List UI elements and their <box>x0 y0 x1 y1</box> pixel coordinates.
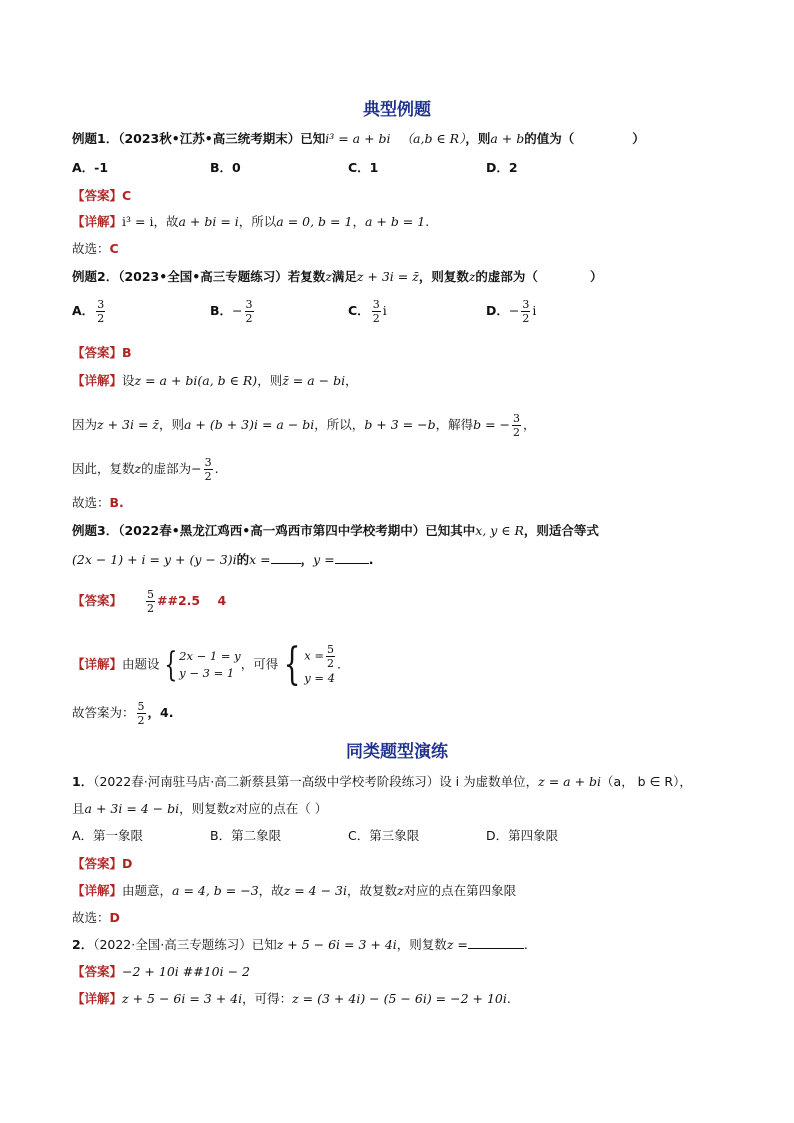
numerator: 5 <box>137 700 145 713</box>
practice-1-answer <box>72 855 132 873</box>
denominator: 2 <box>372 312 380 325</box>
detail-text: . <box>336 656 341 672</box>
example-2-option-a <box>72 298 107 325</box>
detail-text: . <box>214 461 219 476</box>
example-2-detail-line-3 <box>72 456 219 483</box>
practice-2-detail <box>72 990 511 1008</box>
numerator: 3 <box>204 456 212 469</box>
section-title-practice: 同类题型演练 <box>346 742 448 762</box>
fraction <box>512 412 521 439</box>
numerator: 3 <box>513 412 521 425</box>
brace: { <box>163 645 177 685</box>
example-3-question-line-1 <box>72 522 599 540</box>
choose-label: 故选： <box>72 910 110 925</box>
detail-math: a + bi = i <box>178 214 239 229</box>
practice-1-choose-value: D <box>109 910 120 925</box>
practice-1-text: 且 <box>72 801 85 816</box>
section-title-examples: 典型例题 <box>363 100 431 120</box>
system-row <box>304 643 337 670</box>
detail-math: b + 3 = −b <box>364 417 436 432</box>
example-2-var: z <box>325 269 332 284</box>
detail-text: ，故 <box>258 883 284 898</box>
detail-text: ，所以， <box>314 417 365 432</box>
example-3-text: 的 <box>236 552 250 567</box>
detail-text: 因为 <box>72 417 98 432</box>
example-2-source: （2023•全国•高三专题练习）若复数 <box>118 269 326 284</box>
example-2-equation: z + 3i = z̄ <box>356 269 419 284</box>
detail-text: ，解得 <box>435 417 474 432</box>
example-3-text: ， <box>300 552 314 567</box>
practice-1-condition: （a， b ∈ R）， <box>601 774 692 789</box>
example-2-text: ，则复数 <box>418 269 469 284</box>
detail-math: z + 3i = z̄ <box>97 417 159 432</box>
example-3-answer-value: ##2.5 4 <box>157 593 227 608</box>
y-label: y = <box>313 552 335 567</box>
choose-label: 故选： <box>72 495 110 510</box>
fraction <box>137 700 146 727</box>
detail-math: z = 4 − 3i <box>283 883 348 898</box>
example-1-tail: 的值为（ <box>524 131 575 146</box>
detail-text: ，故复数 <box>347 883 398 898</box>
minus-sign: − <box>191 461 202 476</box>
denominator: 2 <box>137 714 145 727</box>
practice-2-question <box>72 936 528 954</box>
example-3-equation: (2x − 1) + i = y + (y − 3)i <box>72 552 237 567</box>
practice-1-option-b: B．第二象限 <box>210 828 282 843</box>
example-2-option-c <box>348 298 387 325</box>
fraction <box>245 298 254 325</box>
fraction <box>521 298 530 325</box>
practice-1-equation: a + 3i = 4 − bi <box>84 801 180 816</box>
answer-label: 【答案】 <box>72 188 123 203</box>
detail-math: z = (3 + 4i) − (5 − 6i) = −2 + 10i <box>292 991 507 1006</box>
practice-1-question-line-1 <box>72 773 692 791</box>
detail-text: 设 <box>122 373 135 388</box>
example-1-option-d: D．2 <box>486 160 518 175</box>
example-2-number: 例题2． <box>72 269 119 284</box>
example-2-paren: ） <box>589 269 603 284</box>
example-1-choose <box>72 240 119 258</box>
option-letter: A． <box>72 303 95 318</box>
example-2-text: 满足 <box>331 269 357 284</box>
example-3-text: ，则适合等式 <box>523 523 599 538</box>
example-2-choose-value: B. <box>109 495 124 510</box>
equation-system <box>278 639 337 690</box>
fraction <box>204 456 213 483</box>
practice-2-equation: z + 5 − 6i = 3 + 4i <box>276 937 397 952</box>
example-1-equation: i³ = a + bi <box>325 131 391 146</box>
detail-math: z <box>134 461 142 476</box>
example-2-answer-value: B <box>122 345 132 360</box>
example-1-paren: ） <box>632 131 645 146</box>
z-answer-blank[interactable] <box>468 936 524 949</box>
option-letter: C． <box>348 303 370 318</box>
detail-text: ， <box>523 417 536 432</box>
detail-label: 【详解】 <box>72 373 123 388</box>
system-row: 2x − 1 = y <box>179 649 241 663</box>
brace: { <box>283 639 301 690</box>
numerator: 3 <box>522 298 530 311</box>
answer-is-label: 故答案为： <box>72 705 135 720</box>
system-row: y = 4 <box>304 671 335 685</box>
denominator: 2 <box>326 657 334 670</box>
detail-text: ， <box>352 214 365 229</box>
detail-text: ，则 <box>257 373 283 388</box>
practice-1-text: 对应的点在（ ） <box>235 801 328 816</box>
example-3-text: . <box>368 552 374 567</box>
example-1-detail <box>72 213 429 231</box>
numerator: 3 <box>245 298 253 311</box>
option-letter: B． <box>210 303 233 318</box>
detail-text: ，则 <box>158 417 184 432</box>
fraction <box>326 643 335 670</box>
practice-2-text: . <box>523 937 528 952</box>
fraction <box>372 298 381 325</box>
practice-2-number: 2． <box>72 937 94 952</box>
example-1-question <box>72 130 645 148</box>
example-2-detail-line-1 <box>72 372 358 390</box>
detail-math: z <box>397 883 404 898</box>
detail-math: a + (b + 3)i = a − bi <box>184 417 315 432</box>
detail-text: 因此，复数 <box>72 461 135 476</box>
practice-1-answer-value: D <box>122 856 133 871</box>
example-1-answer <box>72 187 131 205</box>
practice-1-number: 1． <box>72 774 94 789</box>
practice-1-equation: z = a + bi <box>538 774 602 789</box>
example-1-text: ，则 <box>465 131 491 146</box>
detail-text: 对应的点在第四象限 <box>403 883 517 898</box>
denominator: 2 <box>245 312 253 325</box>
practice-2-answer <box>72 963 250 981</box>
detail-text: ，所以 <box>238 214 277 229</box>
practice-1-detail <box>72 882 516 900</box>
system-row: y − 3 = 1 <box>179 666 235 680</box>
detail-text: . <box>425 214 430 229</box>
practice-2-zeq: z = <box>446 937 468 952</box>
example-3-source: （2022春•黑龙江鸡西•高一鸡西市第四中学校考期中）已知其中 <box>118 523 476 538</box>
example-1-number: 例题1． <box>72 131 119 146</box>
detail-math: b = − <box>473 417 511 432</box>
numerator: 3 <box>372 298 380 311</box>
fraction <box>146 588 155 615</box>
example-3-condition: x, y ∈ R <box>475 523 524 538</box>
detail-math: z = a + bi(a, b ∈ R) <box>134 373 258 388</box>
example-1-option-b: B．0 <box>210 160 241 175</box>
example-2-option-d <box>486 298 536 325</box>
detail-math: z̄ = a − bi <box>282 373 346 388</box>
denominator: 2 <box>204 470 212 483</box>
detail-text: ，可得： <box>242 991 293 1006</box>
practice-1-question-line-2 <box>72 800 327 818</box>
answer-label: 【答案】 <box>72 345 123 360</box>
example-2-detail-line-2 <box>72 412 536 439</box>
practice-1-option-d: D．第四象限 <box>486 828 559 843</box>
practice-2-source: （2022·全国·高三专题练习）已知 <box>93 937 277 952</box>
example-2-option-b <box>210 298 256 325</box>
answer-label: 【答案】 <box>72 964 123 979</box>
practice-1-option-c: C．第三象限 <box>348 828 420 843</box>
denominator: 2 <box>147 602 155 615</box>
detail-label: 【详解】 <box>72 883 123 898</box>
detail-text: ，可得 <box>240 656 279 672</box>
detail-label: 【详解】 <box>72 656 123 672</box>
example-2-question <box>72 268 602 286</box>
detail-math: a = 4, b = −3 <box>172 883 259 898</box>
example-2-text: 的虚部为（ <box>475 269 538 284</box>
detail-text: 由题设 <box>122 656 160 672</box>
detail-text: 由题意， <box>122 883 173 898</box>
answer-label: 【答案】 <box>72 593 123 608</box>
example-1-expr: a + b <box>490 131 525 146</box>
numerator: 5 <box>326 643 334 656</box>
system-rows <box>304 643 337 687</box>
example-3-number: 例题3． <box>72 523 119 538</box>
example-1-condition: （a,b ∈ R） <box>400 131 466 146</box>
detail-text: . <box>506 991 511 1006</box>
system-rows <box>179 648 241 682</box>
minus-sign: − <box>508 303 520 318</box>
example-2-var: z <box>468 269 476 284</box>
detail-math: a + b = 1 <box>364 214 426 229</box>
practice-1-var: z <box>229 801 236 816</box>
minus-sign: − <box>232 303 243 318</box>
practice-2-text: ，则复数 <box>396 937 447 952</box>
final-answer: ，4. <box>147 705 174 720</box>
choose-label: 故选： <box>72 241 110 256</box>
denominator: 2 <box>513 426 521 439</box>
practice-1-text: ，则复数 <box>179 801 230 816</box>
denominator: 2 <box>97 312 105 325</box>
detail-label: 【详解】 <box>72 991 123 1006</box>
equation-system <box>160 645 241 685</box>
imaginary-unit: i <box>382 303 387 318</box>
detail-label: 【详解】 <box>72 214 123 229</box>
detail-text: ， <box>345 373 358 388</box>
practice-1-source: （2022春·河南驻马店·高二新蔡县第一高级中学校考阶段练习）设 i 为虚数单位， <box>93 774 539 789</box>
example-2-choose <box>72 494 124 512</box>
detail-math: z + 5 − 6i = 3 + 4i <box>122 991 243 1006</box>
denominator: 2 <box>522 312 530 325</box>
fraction <box>96 298 105 325</box>
example-3-final <box>72 700 173 727</box>
example-1-answer-value: C <box>122 188 132 203</box>
option-letter: D． <box>486 303 509 318</box>
x-answer-blank[interactable] <box>271 551 301 564</box>
detail-text: 的虚部为 <box>141 461 192 476</box>
detail-math: i³ = i <box>122 214 154 229</box>
numerator: 3 <box>97 298 105 311</box>
numerator: 5 <box>147 588 155 601</box>
example-1-source: （2023秋•江苏•高三统考期末）已知 <box>118 131 326 146</box>
imaginary-unit: i <box>532 303 537 318</box>
x-label: x = <box>249 552 271 567</box>
detail-math: a = 0, b = 1 <box>276 214 353 229</box>
example-1-option-c: C．1 <box>348 160 379 175</box>
example-3-question-line-2 <box>72 551 373 569</box>
example-3-detail <box>72 639 341 690</box>
practice-1-option-a: A．第一象限 <box>72 828 144 843</box>
system-row-lhs: x = <box>304 648 324 663</box>
example-3-answer <box>72 588 226 615</box>
example-2-answer <box>72 344 132 362</box>
example-1-choose-value: C <box>109 241 119 256</box>
detail-text: ，故 <box>153 214 179 229</box>
example-1-option-a: A．-1 <box>72 160 109 175</box>
y-answer-blank[interactable] <box>335 551 369 564</box>
practice-1-choose <box>72 909 120 927</box>
answer-label: 【答案】 <box>72 856 123 871</box>
practice-2-answer-value: −2 + 10i ##10i − 2 <box>122 964 250 979</box>
